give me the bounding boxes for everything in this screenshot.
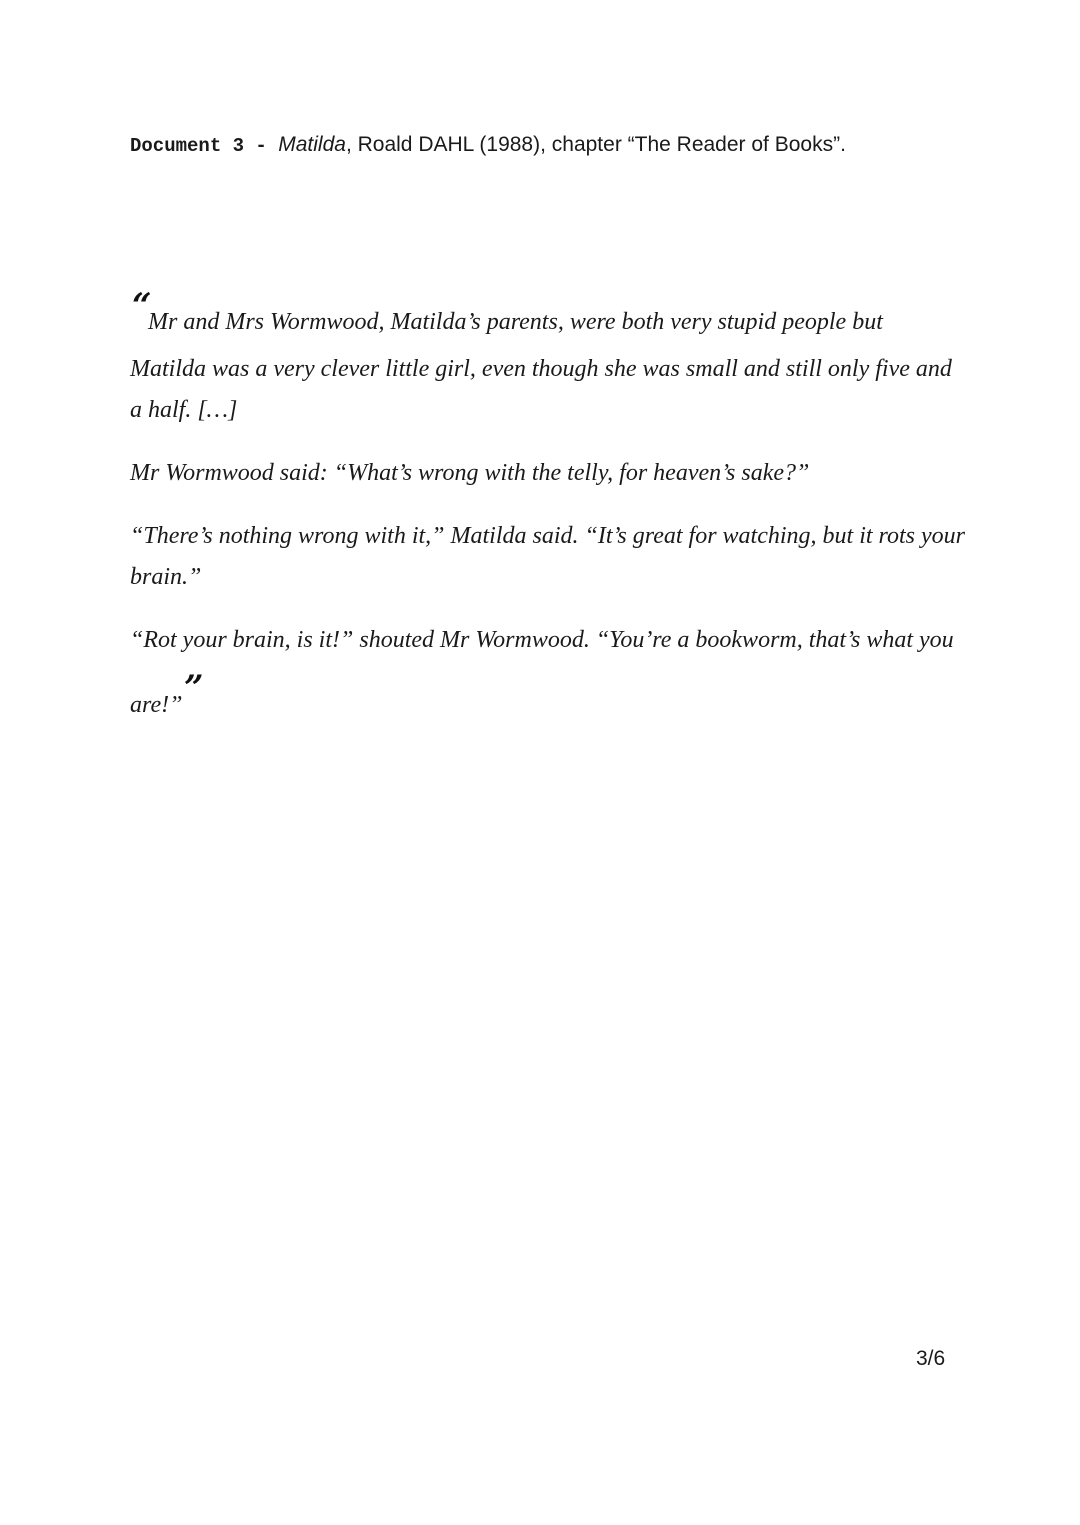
document-label: Document 3 (130, 135, 245, 157)
excerpt-line: Matilda was a very clever little girl, even though she was small and still only five and (130, 356, 952, 382)
excerpt-line: “There’s nothing wrong with it,” Matilda said. “It’s great for watching, but it rots your (130, 523, 965, 549)
heading-separator: - (244, 135, 279, 157)
book-title: Matilda (278, 133, 346, 156)
excerpt-line: are!” (130, 692, 183, 718)
opening-quote-mark: “ (132, 286, 152, 326)
excerpt-line: Mr and Mrs Wormwood, Matilda’s parents, were both very stupid people but (148, 309, 883, 335)
page-number: 3/6 (916, 1347, 946, 1370)
closing-quote-mark: ” (184, 668, 204, 708)
excerpt-line: brain.” (130, 564, 202, 590)
document-heading (130, 128, 846, 162)
excerpt-line: a half. […] (130, 397, 238, 423)
excerpt-line: Mr Wormwood said: “What’s wrong with the telly, for heaven’s sake?” (130, 460, 810, 486)
excerpt-line: “Rot your brain, is it!” shouted Mr Wormwood. “You’re a bookworm, that’s what you (130, 627, 954, 653)
heading-source: , Roald DAHL (1988), chapter “The Reader of Books”. (345, 133, 846, 156)
